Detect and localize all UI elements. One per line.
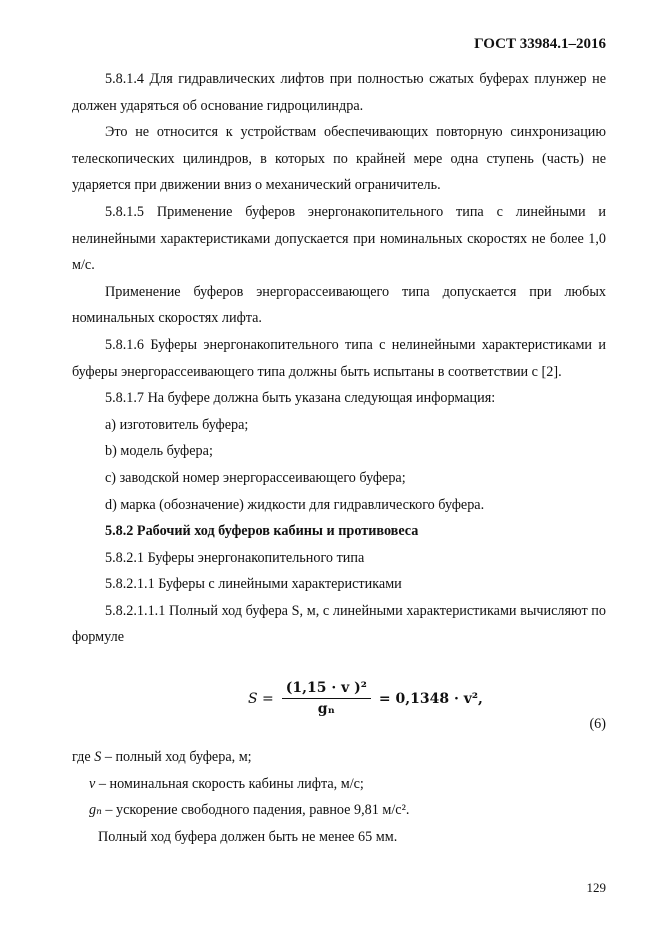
section-heading-5-8-2: 5.8.2 Рабочий ход буферов кабины и противовеса	[105, 523, 419, 540]
list-item: a) изготовитель буфера;	[105, 416, 249, 433]
legend-prefix: где	[72, 749, 95, 765]
paragraph-5-8-1-4: 5.8.1.4 Для гидравлических лифтов при полностью сжатых буферах плунжер не должен ударяться об основание гидроцилиндра.	[72, 71, 606, 114]
page-number: 129	[586, 880, 606, 895]
legend-text-s: – полный ход буфера, м;	[101, 749, 252, 765]
formula-rhs: = 0,1348 · v²,	[378, 690, 483, 707]
list-item: c) заводской номер энергорассеивающего буфера;	[105, 469, 406, 486]
legend-text-g: – ускорение свободного падения, равное 9,81 м/с².	[101, 802, 410, 819]
formula-fraction	[282, 680, 371, 717]
legend-g	[72, 797, 409, 824]
paragraph-5-8-1-6: 5.8.1.6 Буферы энергонакопительного типа с нелинейными характеристиками и буферы энергорассеивающего типа должны быть испытаны в соответствии с [2].	[72, 336, 606, 380]
equation-number: (6)	[589, 716, 606, 732]
paragraph-formula-intro: 5.8.2.1.1.1 Полный ход буфера S, м, с линейными характеристиками вычисляют по формуле	[72, 602, 606, 646]
legend-symbol-g: gₙ	[89, 802, 102, 819]
paragraph-5-8-1-5: 5.8.1.5 Применение буферов энергонакопительного типа с линейными и нелинейными характеристиками допускается при номинальных скоростях не более 1,0 м/с.	[72, 203, 606, 274]
list-item: d) марка (обозначение) жидкости для гидравлического буфера.	[105, 496, 485, 513]
subsection-5-8-2-1: 5.8.2.1 Буферы энергонакопительного типа	[105, 549, 365, 566]
formula-denominator: gₙ	[317, 701, 335, 717]
legend-symbol-s: S	[94, 749, 102, 765]
legend-s	[72, 744, 409, 771]
formula-6	[248, 680, 483, 717]
formula-numerator: (1,15 · v )²	[282, 680, 371, 699]
document-header: ГОСТ 33984.1–2016	[474, 36, 606, 52]
paragraph-5-8-1-7: 5.8.1.7 На буфере должна быть указана следующая информация:	[105, 390, 496, 407]
paragraph-energy-dissipating: Применение буферов энергорассеивающего типа допускается при любых номинальных скоростях лифта.	[72, 283, 606, 327]
paragraph-synchronization-note: Это не относится к устройствам обеспечивающих повторную синхронизацию телескопических цилиндров, в которых по крайней мере одна ступень (часть) не ударяется при движении вниз о механический ограничитель.	[72, 124, 606, 194]
legend-symbol-v: v	[89, 775, 96, 792]
legend-v	[72, 771, 409, 798]
closing-sentence: Полный ход буфера должен быть не менее 65 мм.	[98, 828, 398, 845]
formula-lhs: S =	[248, 690, 274, 707]
legend-text-v: – номинальная скорость кабины лифта, м/с;	[95, 775, 364, 792]
formula-legend	[72, 744, 409, 850]
list-item: b) модель буфера;	[105, 443, 213, 460]
subsection-5-8-2-1-1: 5.8.2.1.1 Буферы с линейными характеристиками	[105, 576, 402, 593]
main-text	[72, 66, 606, 651]
